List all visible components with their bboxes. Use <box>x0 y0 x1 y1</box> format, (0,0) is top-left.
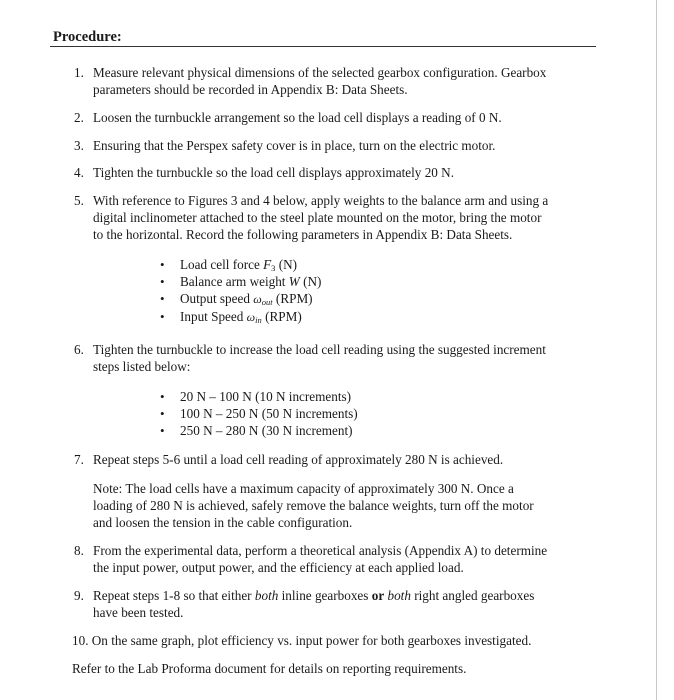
page-edge-line <box>656 0 657 700</box>
step-10-line-1: 10. On the same graph, plot efficiency vs. input power for both gearboxes investigated. <box>72 633 532 648</box>
step-5-line-3: to the horizontal. Record the following parameters in Appendix B: Data Sheets. <box>93 227 513 242</box>
step-5-line-1: With reference to Figures 3 and 4 below, apply weights to the balance arm and using a <box>93 193 549 208</box>
step-3-number: 3. <box>74 138 84 153</box>
step-4-line-1: Tighten the turnbuckle so the load cell displays approximately 20 N. <box>93 165 455 180</box>
step-9-line-2: have been tested. <box>93 605 184 620</box>
step-2-line-1: Loosen the turnbuckle arrangement so the load cell displays a reading of 0 N. <box>93 110 502 125</box>
parameter-load-cell-force: Load cell force $F_3$ (N) <box>180 257 298 273</box>
increment-item-1: 20 N – 100 N (10 N increments) <box>180 389 352 404</box>
footer-note: Refer to the Lab Proforma document for details on reporting requirements. <box>72 661 467 676</box>
step-1-number: 1. <box>74 65 84 80</box>
step-6-number: 6. <box>74 342 84 357</box>
step-7-line-1: Repeat steps 5-6 until a load cell reading of approximately 280 N is achieved. <box>93 452 504 467</box>
parameter-bullet: • <box>160 291 165 306</box>
step-5-number: 5. <box>74 193 84 208</box>
parameter-bullet: • <box>160 257 165 272</box>
step-8-number: 8. <box>74 543 84 558</box>
step-1-line-2: parameters should be recorded in Appendix B: Data Sheets. <box>93 82 408 97</box>
step-6-line-2: steps listed below: <box>93 359 191 374</box>
heading-underline <box>50 46 596 47</box>
section-heading: Procedure: <box>53 29 122 45</box>
step-7-number: 7. <box>74 452 84 467</box>
parameter-bullet: • <box>160 309 165 324</box>
increment-bullet: • <box>160 406 165 421</box>
parameter-output-speed: Output speed $\omega_{out}$ (RPM) <box>180 291 313 307</box>
increment-item-3: 250 N – 280 N (30 N increment) <box>180 423 353 438</box>
parameter-bullet: • <box>160 274 165 289</box>
increment-bullet: • <box>160 389 165 404</box>
note-line-2: loading of 280 N is achieved, safely remove the balance weights, turn off the motor <box>93 498 534 513</box>
step-8-line-2: the input power, output power, and the efficiency at each applied load. <box>93 560 464 575</box>
increment-bullet: • <box>160 423 165 438</box>
parameter-input-speed: Input Speed $\omega_{in}$ (RPM) <box>180 309 302 325</box>
increment-item-2: 100 N – 250 N (50 N increments) <box>180 406 358 421</box>
step-8-line-1: From the experimental data, perform a theoretical analysis (Appendix A) to determine <box>93 543 548 558</box>
step-9-number: 9. <box>74 588 84 603</box>
parameter-balance-arm-weight: Balance arm weight W (N) <box>180 274 322 289</box>
step-3-line-1: Ensuring that the Perspex safety cover is in place, turn on the electric motor. <box>93 138 496 153</box>
note-line-1: Note: The load cells have a maximum capacity of approximately 300 N. Once a <box>93 481 514 496</box>
step-6-line-1: Tighten the turnbuckle to increase the load cell reading using the suggested increment <box>93 342 546 357</box>
step-1-line-1: Measure relevant physical dimensions of the selected gearbox configuration. Gearbox <box>93 65 547 80</box>
step-5-line-2: digital inclinometer attached to the steel plate mounted on the motor, bring the motor <box>93 210 542 225</box>
step-4-number: 4. <box>74 165 84 180</box>
note-line-3: and loosen the tension in the cable configuration. <box>93 515 353 530</box>
step-2-number: 2. <box>74 110 84 125</box>
step-9-line-1: Repeat steps 1-8 so that either both inline gearboxes or both right angled gearboxes <box>93 588 535 603</box>
